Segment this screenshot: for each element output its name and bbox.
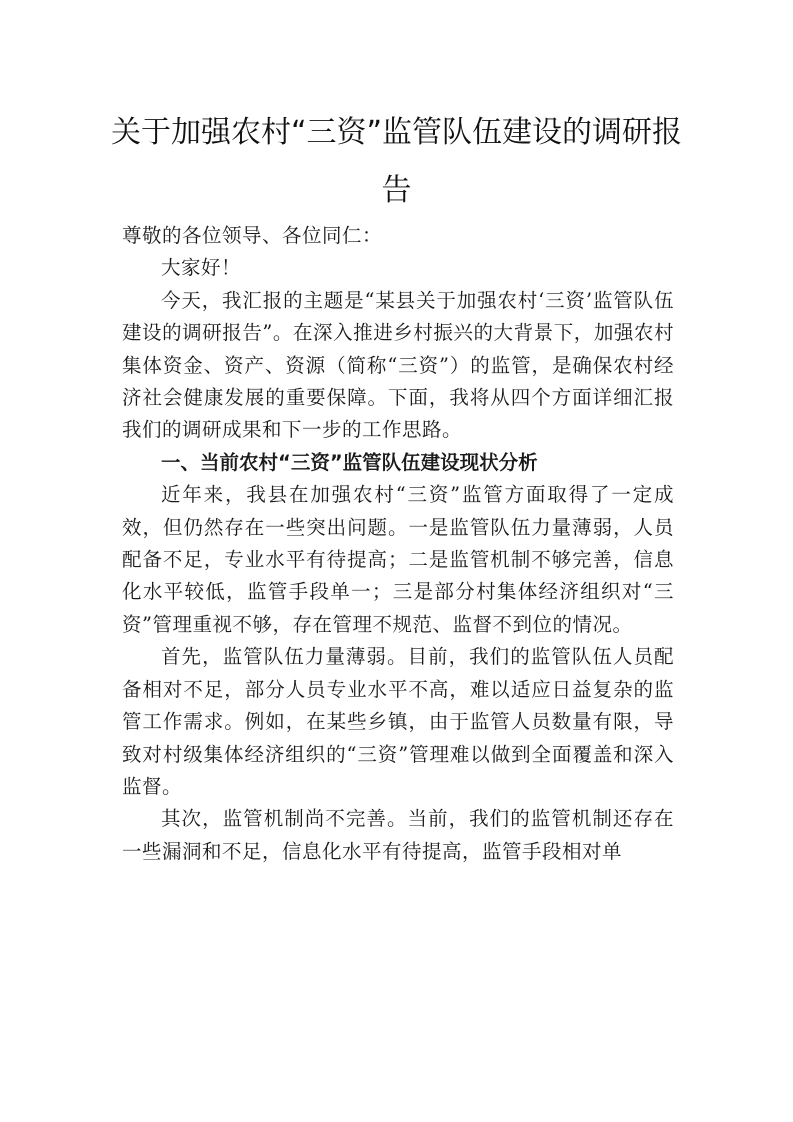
document-body	[122, 220, 674, 868]
section-paragraph-2: 首先，监管队伍力量薄弱。目前，我们的监管队伍人员配备相对不足，部分人员专业水平不高，难以适应日益复杂的监管工作需求。例如，在某些乡镇，由于监管人员数量有限，导致对村级集体经济组织的“三资”管理难以做到全面覆盖和深入监督。	[122, 645, 674, 798]
document-title: 关于加强农村“三资”监管队伍建设的调研报告	[110, 115, 683, 208]
section-heading: 一、当前农村“三资”监管队伍建设现状分析	[161, 450, 538, 474]
section-paragraph-1: 近年来，我县在加强农村“三资”监管方面取得了一定成效，但仍然存在一些突出问题。一是监管队伍力量薄弱，人员配备不足，专业水平有待提高；二是监管机制不够完善，信息化水平较低，监管手段单一；三是部分村集体经济组织对“三资”管理重视不够，存在管理不规范、监督不到位的情况。	[122, 483, 674, 636]
section-paragraph-3: 其次，监管机制尚不完善。当前，我们的监管机制还存在一些漏洞和不足，信息化水平有待提高，监管手段相对单	[122, 807, 674, 863]
salutation: 尊敬的各位领导、各位同仁：	[122, 224, 383, 247]
greeting: 大家好！	[161, 256, 242, 280]
intro-paragraph: 今天，我汇报的主题是“某县关于加强农村‘三资’监管队伍建设的调研报告”。在深入推进乡村振兴的大背景下，加强农村集体资金、资产、资源（简称“三资”）的监管，是确保农村经济社会健康发展的重要保障。下面，我将从四个方面详细汇报我们的调研成果和下一步的工作思路。	[122, 288, 674, 442]
